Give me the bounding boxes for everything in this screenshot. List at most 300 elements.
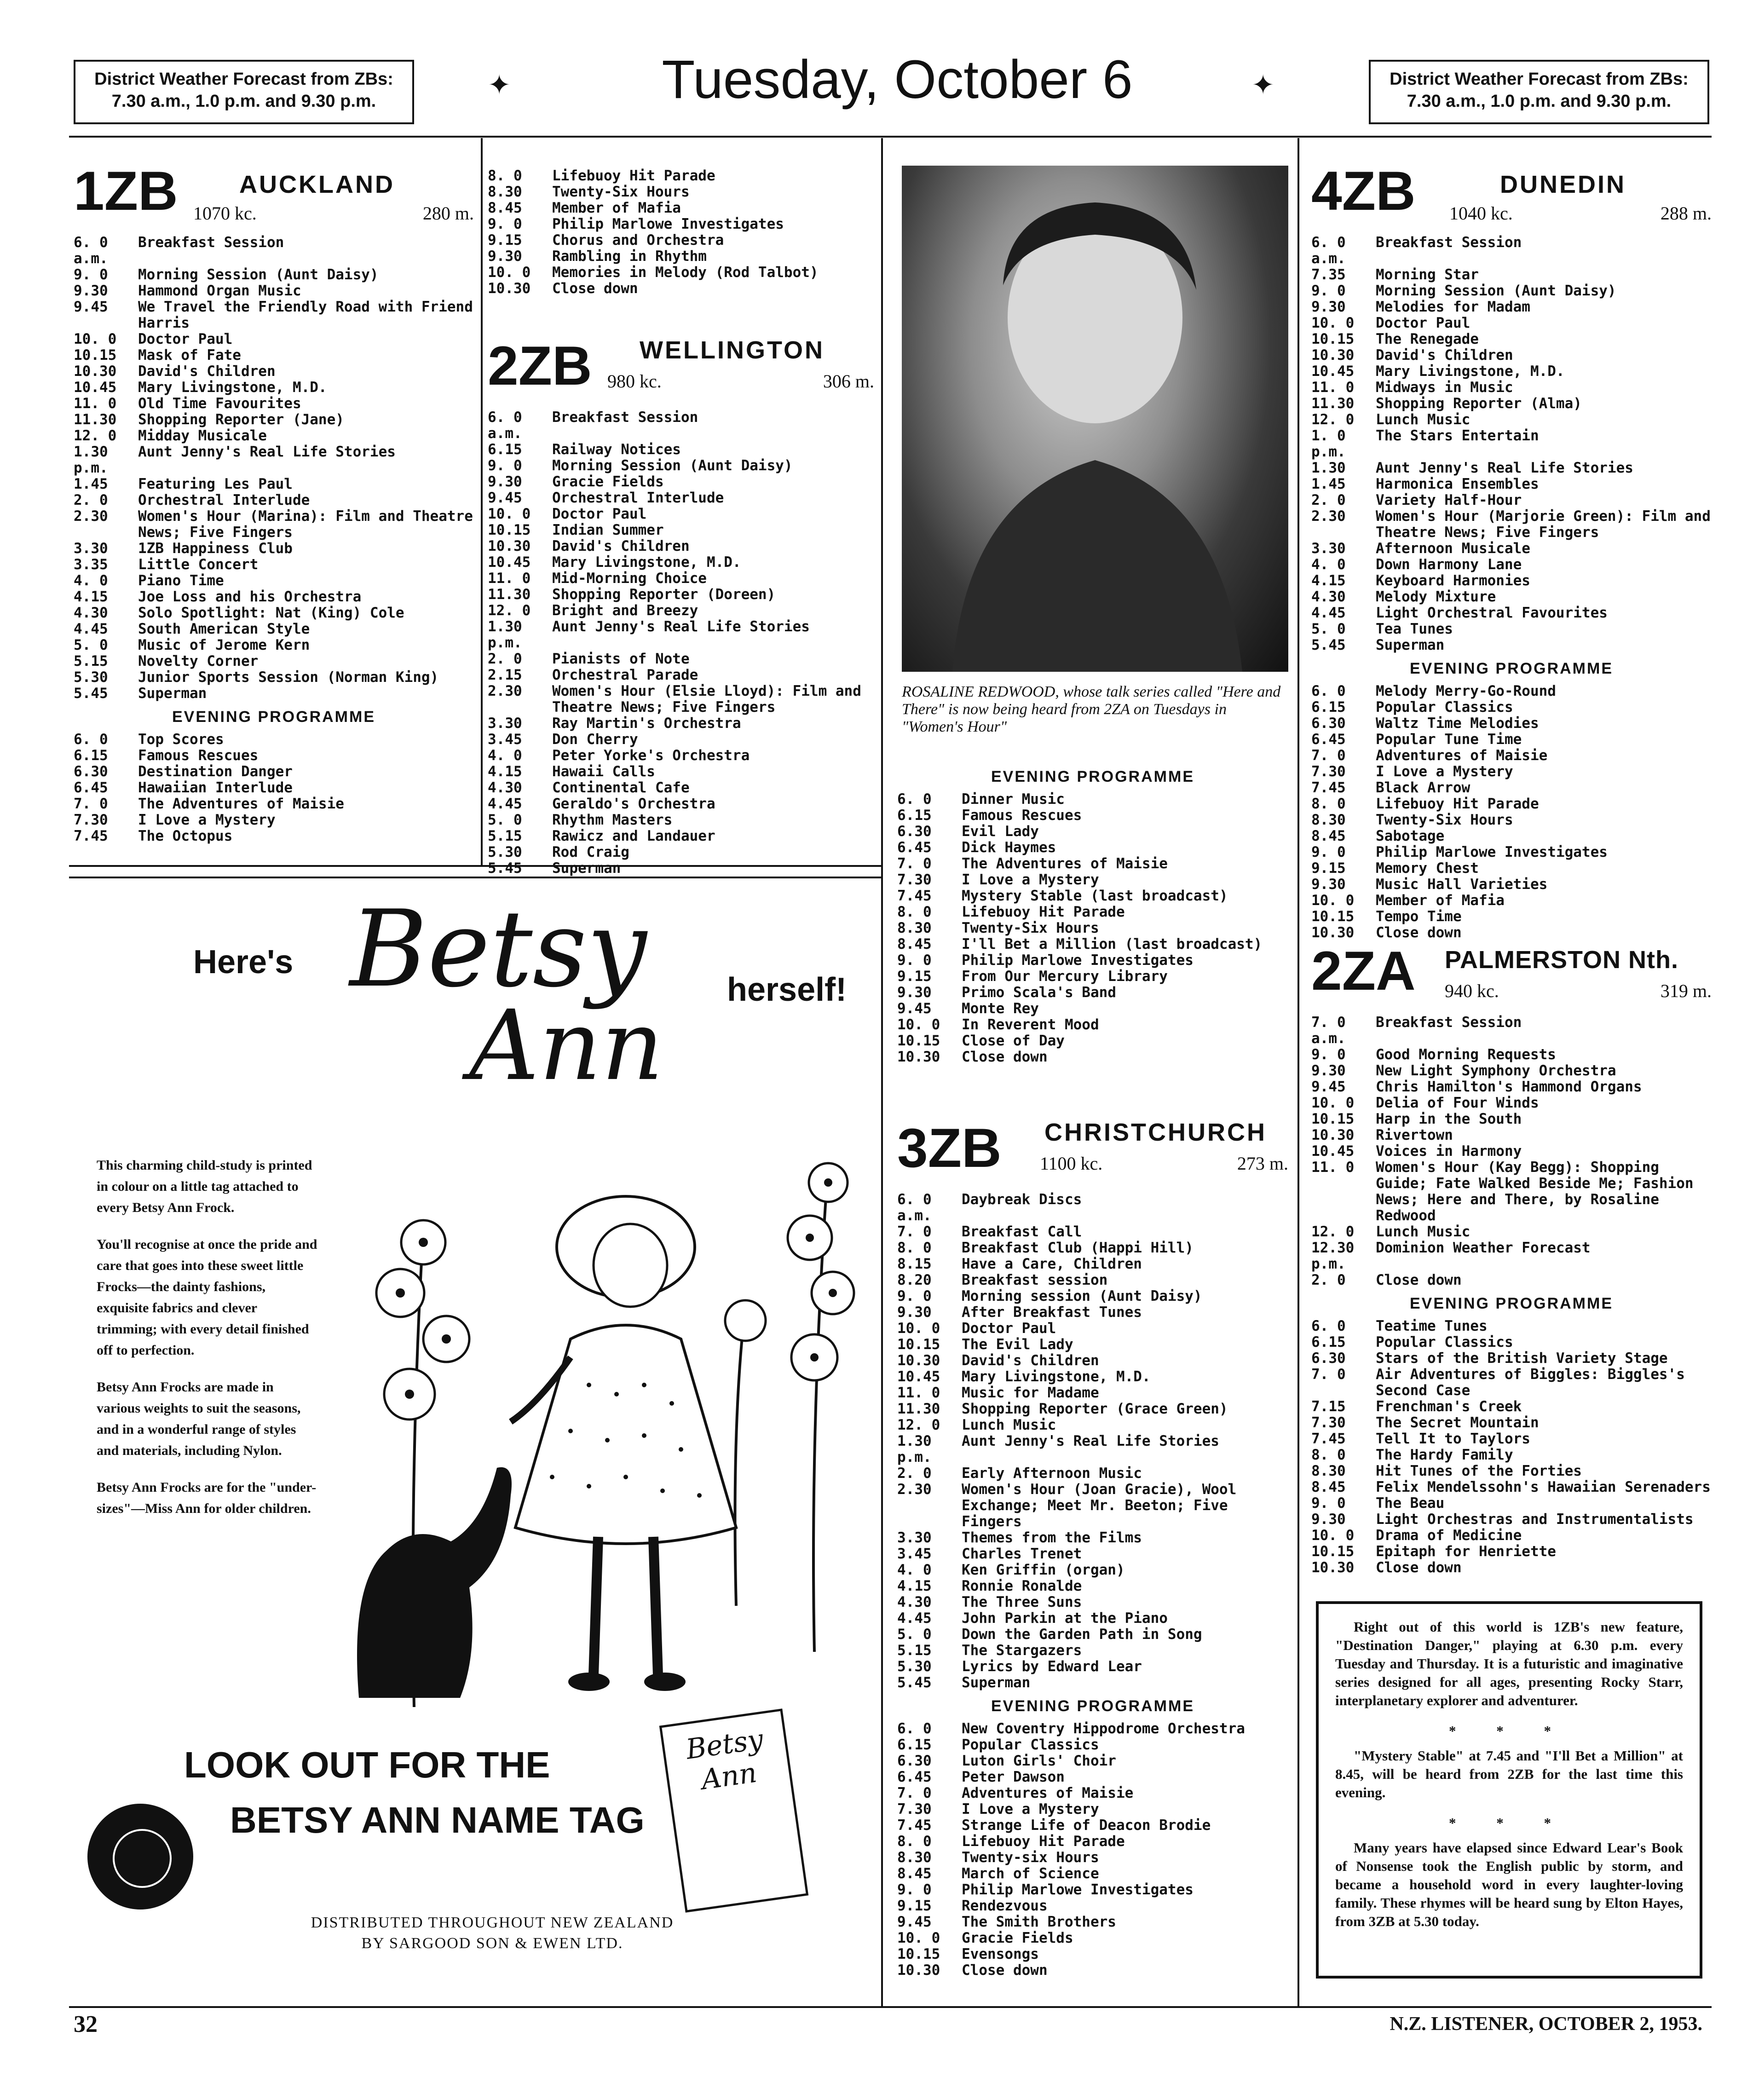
programme-name: Breakfast Session	[1376, 1014, 1522, 1031]
programme-name: Aunt Jenny's Real Life Stories	[962, 1433, 1219, 1449]
programme-time: 5.15	[488, 828, 522, 844]
programme-time: 7.35	[1311, 266, 1346, 283]
programme-time: 4.30	[1311, 588, 1346, 605]
programme-time: 9.15	[488, 232, 522, 248]
programme-time: 7.45	[1311, 1431, 1346, 1447]
programme-name: Midday Musicale	[138, 427, 267, 444]
programme-time: 8.20	[897, 1272, 932, 1288]
ad-paragraph-3: Betsy Ann Frocks are made in various weights to suit the seasons, and in a wonderful range of styles and materials, including Nylon.	[97, 1379, 301, 1458]
programme-name: I Love a Mystery	[1376, 763, 1513, 780]
programme-time: 1.30	[1311, 460, 1346, 476]
programme-item	[1311, 1431, 1712, 1447]
programme-name: Gracie Fields	[552, 473, 664, 490]
programme-item	[488, 232, 874, 248]
programme-time: 2.30	[897, 1481, 932, 1498]
diamond-icon: ✦	[1251, 69, 1275, 101]
programme-item	[897, 969, 1288, 985]
programme-name: Railway Notices	[552, 441, 681, 458]
programme-item	[74, 380, 474, 396]
programme-name: Sabotage	[1376, 828, 1445, 844]
programme-time: 7.30	[897, 1801, 932, 1817]
programme-name: Harmonica Ensembles	[1376, 476, 1539, 492]
programme-time: 12. 0	[488, 602, 531, 619]
programme-time: 6. 0	[897, 1720, 932, 1737]
programme-name: Music of Jerome Kern	[138, 637, 310, 653]
programme-item	[1311, 299, 1712, 315]
programme-name: Popular Classics	[1376, 1334, 1513, 1350]
programme-name: Close down	[962, 1049, 1048, 1065]
programme-time: 5.30	[74, 669, 108, 686]
programme-time: 10. 0	[74, 331, 117, 347]
programme-time: 7.45	[74, 828, 108, 844]
programme-item	[1311, 812, 1712, 828]
programme-name: The Stargazers	[962, 1642, 1082, 1659]
programme-name: Breakfast Session	[1376, 234, 1522, 251]
programme-item	[897, 1224, 1288, 1240]
programme-item	[897, 1304, 1288, 1321]
programme-item	[897, 824, 1288, 840]
programme-item	[74, 748, 474, 764]
programme-item	[74, 396, 474, 412]
station-wavelength: 319 m.	[1660, 981, 1712, 1001]
programme-item	[1311, 1495, 1712, 1512]
programme-item	[897, 1594, 1288, 1610]
programme-name: Stars of the British Variety Stage	[1376, 1350, 1668, 1367]
weather-box-right	[1369, 60, 1709, 124]
programme-name: Shopping Reporter (Doreen)	[552, 586, 776, 603]
programme-time: 6.45	[897, 1769, 932, 1785]
programme-name: Afternoon Musicale	[1376, 540, 1530, 557]
column-rule-3	[1297, 138, 1299, 2006]
programme-time: 2. 0	[1311, 492, 1346, 508]
programme-item	[897, 1369, 1288, 1385]
programme-time: 9.15	[1311, 860, 1346, 877]
programme-item	[897, 1834, 1288, 1850]
programme-item	[897, 1643, 1288, 1659]
programme-item	[897, 856, 1288, 872]
programme-item	[1311, 1079, 1712, 1095]
programme-item	[897, 1801, 1288, 1817]
programme-time: 6.45	[1311, 731, 1346, 748]
programme-name: Frenchman's Creek	[1376, 1398, 1522, 1415]
programme-item	[488, 764, 874, 780]
programme-item	[897, 1578, 1288, 1594]
programme-item	[74, 283, 474, 299]
programme-item	[488, 860, 874, 877]
programme-item	[74, 444, 474, 476]
programme-time: 9. 0	[897, 1881, 932, 1898]
programme-time: 6. 0	[1311, 1318, 1346, 1334]
programme-time: 6.45	[74, 779, 108, 796]
programme-time: 7. 0	[1311, 747, 1346, 764]
programme-time: 2. 0	[897, 1465, 932, 1482]
programme-name: The Adventures of Maisie	[138, 796, 344, 812]
programme-time: 10. 0	[1311, 1095, 1355, 1111]
programme-time: 3.30	[488, 715, 522, 732]
programme-item	[74, 299, 474, 331]
weather-box-left	[74, 60, 414, 124]
programme-name: Member of Mafia	[1376, 892, 1505, 909]
programme-name: Shopping Reporter (Grace Green)	[962, 1401, 1228, 1417]
programme-name: Junior Sports Session (Norman King)	[138, 669, 439, 686]
station-call-sign: 1ZB	[74, 160, 178, 222]
programme-time: 5.45	[74, 685, 108, 702]
programme-item	[897, 1785, 1288, 1801]
programme-item	[897, 1401, 1288, 1417]
programme-time: 9.30	[488, 248, 522, 265]
programme-item	[1311, 1160, 1712, 1224]
programme-name: The Octopus	[138, 828, 233, 844]
programme-name: Melodies for Madam	[1376, 299, 1530, 315]
programme-name: David's Children	[552, 538, 690, 554]
programme-time: 8.45	[897, 936, 932, 952]
programme-time: 8.30	[897, 1849, 932, 1866]
programme-name: Pianists of Note	[552, 651, 690, 667]
programme-item	[897, 904, 1288, 920]
programme-name: Air Adventures of Biggles: Biggles's Second Case	[1376, 1366, 1685, 1399]
programme-item	[1311, 828, 1712, 844]
programme-time: 7. 0	[897, 855, 932, 872]
programme-name: Famous Rescues	[138, 747, 259, 764]
programme-name: Women's Hour (Marina): Film and Theatre News; Five Fingers	[138, 508, 473, 541]
programme-time: 5. 0	[1311, 621, 1346, 637]
column-rule-1	[481, 138, 483, 865]
betsy-ann-ad	[74, 879, 874, 2002]
programme-item	[1311, 541, 1712, 557]
programme-name: Ronnie Ronalde	[962, 1578, 1082, 1594]
evening-schedule	[897, 1721, 1288, 1979]
ad-body-text	[97, 1155, 317, 1535]
programme-name: Peter Yorke's Orchestra	[552, 747, 750, 764]
programme-name: Twenty-Six Hours	[552, 184, 690, 200]
programme-name: Melody Mixture	[1376, 588, 1496, 605]
programme-time: 9.30	[1311, 1062, 1346, 1079]
programme-time: 11. 0	[1311, 1159, 1355, 1176]
programme-name: Harp in the South	[1376, 1111, 1522, 1127]
programme-time: 10. 0	[488, 264, 531, 281]
station-call-sign: 3ZB	[897, 1117, 1002, 1179]
programme-time: 10.30	[897, 1049, 940, 1065]
programme-time: 7.45	[897, 1817, 932, 1834]
programme-name: Charles Trenet	[962, 1546, 1082, 1562]
programme-time: 2.30	[1311, 508, 1346, 525]
station-wavelength: 273 m.	[1237, 1153, 1288, 1174]
programme-time: 8. 0	[1311, 1447, 1346, 1463]
programme-item	[897, 1033, 1288, 1049]
programme-time: 7. 0 a.m.	[1311, 1014, 1346, 1047]
programme-time: 8.45	[1311, 1479, 1346, 1495]
programme-time: 6. 0	[74, 731, 108, 748]
programme-item	[897, 1482, 1288, 1530]
programme-time: 10.45	[1311, 363, 1355, 380]
programme-item	[897, 791, 1288, 808]
programme-item	[1311, 573, 1712, 589]
programme-name: Down the Garden Path in Song	[962, 1626, 1202, 1643]
programme-name: Philip Marlowe Investigates	[962, 1881, 1194, 1898]
programme-item	[897, 1930, 1288, 1946]
programme-item	[1311, 1095, 1712, 1111]
programme-item	[488, 619, 874, 651]
programme-name: We Travel the Friendly Road with Friend Harris	[138, 299, 473, 331]
programme-name: Evil Lady	[962, 823, 1039, 840]
programme-item	[897, 1417, 1288, 1433]
programme-name: Ray Martin's Orchestra	[552, 715, 741, 732]
programme-item	[897, 1530, 1288, 1546]
programme-name: Rambling in Rhythm	[552, 248, 707, 265]
evening-schedule-continued	[488, 168, 874, 297]
programme-item	[488, 732, 874, 748]
programme-item	[1311, 1272, 1712, 1288]
programme-time: 10.15	[1311, 1111, 1355, 1127]
programme-time: 8.30	[488, 184, 522, 200]
station-wavelength: 288 m.	[1660, 203, 1712, 224]
programme-time: 9.45	[488, 490, 522, 506]
programme-time: 2. 0	[1311, 1272, 1346, 1288]
programme-item	[488, 200, 874, 216]
station-frequency: 1070 kc.	[193, 203, 257, 224]
programme-time: 9.30	[1311, 1511, 1346, 1528]
programme-name: Doctor Paul	[962, 1320, 1056, 1337]
programme-time: 9.30	[488, 473, 522, 490]
programme-name: Top Scores	[138, 731, 224, 748]
programme-time: 10. 0	[488, 506, 531, 522]
ad-heres: Here's	[193, 944, 294, 981]
programme-item	[1311, 315, 1712, 331]
programme-name: Lunch Music	[1376, 411, 1470, 428]
programme-time: 7.15	[1311, 1398, 1346, 1415]
programme-name: Close down	[1376, 1272, 1462, 1288]
programme-name: Women's Hour (Joan Gracie), Wool Exchange; Meet Mr. Beeton; Five Fingers	[962, 1481, 1237, 1530]
programme-name: I Love a Mystery	[138, 812, 276, 828]
programme-item	[1311, 1528, 1712, 1544]
day-schedule	[1311, 235, 1712, 653]
programme-time: 9.30	[74, 283, 108, 299]
programme-item	[1311, 235, 1712, 267]
programme-name: Music Hall Varieties	[1376, 876, 1548, 893]
programme-name: Delia of Four Winds	[1376, 1095, 1539, 1111]
programme-item	[897, 1659, 1288, 1675]
programme-time: 4. 0	[1311, 556, 1346, 573]
programme-time: 6.30	[1311, 1350, 1346, 1367]
programme-item	[1311, 589, 1712, 605]
station-city: DUNEDIN	[1500, 171, 1626, 198]
programme-time: 4.15	[488, 763, 522, 780]
programme-name: Doctor Paul	[1376, 315, 1470, 331]
station-3zb	[897, 1113, 1288, 1979]
station-city: PALMERSTON Nth.	[1445, 946, 1678, 974]
programme-time: 2.15	[488, 667, 522, 683]
programme-item	[74, 637, 474, 653]
news-separator: * * *	[1449, 1815, 1569, 1831]
programme-time: 5.15	[897, 1642, 932, 1659]
programme-time: 10.15	[897, 1033, 940, 1049]
programme-time: 11.30	[1311, 395, 1355, 412]
programme-name: Lifebuoy Hit Parade	[552, 167, 715, 184]
programme-time: 10.45	[488, 554, 531, 571]
programme-time: 1.30 p.m.	[74, 444, 108, 476]
programme-item	[488, 474, 874, 490]
programme-time: 10.15	[1311, 908, 1355, 925]
programme-time: 9.30	[897, 984, 932, 1001]
programme-item	[897, 936, 1288, 952]
programme-time: 8.30	[1311, 1463, 1346, 1479]
programme-name: Early Afternoon Music	[962, 1465, 1142, 1482]
programme-item	[488, 216, 874, 232]
programme-item	[1311, 909, 1712, 925]
photo-caption: ROSALINE REDWOOD, whose talk series called "Here and There" is now being heard from 2ZA on Tuesdays in "Women's Hour"	[902, 683, 1281, 735]
programme-time: 1. 0 p.m.	[1311, 427, 1346, 460]
programme-name: Monte Rey	[962, 1000, 1039, 1017]
programme-item	[74, 235, 474, 267]
programme-time: 6. 0 a.m.	[488, 409, 522, 442]
programme-time: 8. 0	[1311, 796, 1346, 812]
programme-item	[488, 458, 874, 474]
programme-item	[1311, 1479, 1712, 1495]
weather-left-line1: District Weather Forecast from ZBs:	[94, 69, 393, 89]
programme-time: 7.45	[1311, 779, 1346, 796]
programme-name: Mary Livingstone, M.D.	[1376, 363, 1565, 380]
programme-name: Superman	[552, 860, 621, 877]
programme-name: Tell It to Taylors	[1376, 1431, 1530, 1447]
programme-item	[897, 1240, 1288, 1256]
programme-time: 10.15	[897, 1336, 940, 1353]
ad-paragraph-1: This charming child-study is printed in colour on a little tag attached to every Betsy Ann Frock.	[97, 1158, 312, 1215]
programme-time: 9. 0	[74, 266, 108, 283]
programme-name: Joe Loss and his Orchestra	[138, 588, 362, 605]
programme-time: 6. 0 a.m.	[897, 1191, 932, 1224]
programme-time: 7.30	[897, 871, 932, 888]
programme-time: 5. 0	[897, 1626, 932, 1643]
programme-item	[1311, 1560, 1712, 1576]
evening-heading: EVENING PROGRAMME	[1409, 660, 1614, 677]
programme-name: Doctor Paul	[552, 506, 647, 522]
day-schedule	[897, 1192, 1288, 1691]
programme-item	[1311, 732, 1712, 748]
programme-time: 6.15	[488, 441, 522, 458]
programme-name: Popular Tune Time	[1376, 731, 1522, 748]
programme-time: 10.30	[488, 538, 531, 554]
programme-item	[897, 1546, 1288, 1562]
programme-time: 6. 0 a.m.	[1311, 234, 1346, 267]
programme-item	[488, 571, 874, 587]
programme-name: New Coventry Hippodrome Orchestra	[962, 1720, 1245, 1737]
programme-item	[488, 410, 874, 442]
programme-name: Dick Haymes	[962, 839, 1056, 856]
programme-item	[488, 812, 874, 828]
station-2za	[1311, 936, 1712, 1576]
programme-time: 6.30	[897, 823, 932, 840]
programme-time: 4. 0	[897, 1562, 932, 1578]
programme-item	[488, 168, 874, 184]
programme-item	[74, 557, 474, 573]
programme-item	[897, 1721, 1288, 1737]
programme-name: Gracie Fields	[962, 1930, 1073, 1946]
programme-item	[897, 1433, 1288, 1465]
programme-time: 9.30	[1311, 299, 1346, 315]
programme-item	[1311, 1224, 1712, 1240]
programme-name: Destination Danger	[138, 763, 293, 780]
programme-item	[74, 347, 474, 363]
programme-item	[488, 780, 874, 796]
programme-name: Breakfast Session	[138, 234, 284, 251]
programme-item	[1311, 699, 1712, 715]
programme-item	[1311, 877, 1712, 893]
programme-name: Peter Dawson	[962, 1769, 1065, 1785]
programme-time: 12. 0	[1311, 411, 1355, 428]
programme-time: 10.15	[1311, 331, 1355, 347]
programme-name: New Light Symphony Orchestra	[1376, 1062, 1616, 1079]
programme-name: Light Orchestral Favourites	[1376, 605, 1608, 621]
programme-item	[1311, 1350, 1712, 1367]
portrait-photo	[902, 166, 1288, 672]
programme-time: 10.30	[897, 1962, 940, 1979]
programme-name: Primo Scala's Band	[962, 984, 1116, 1001]
programme-item	[488, 538, 874, 554]
programme-name: Twenty-six Hours	[962, 1849, 1099, 1866]
programme-time: 5.45	[1311, 637, 1346, 653]
programme-time: 10. 0	[1311, 315, 1355, 331]
programme-item	[488, 603, 874, 619]
programme-item	[897, 1465, 1288, 1482]
news-paragraph-1: Right out of this world is 1ZB's new feature, "Destination Danger," playing at 6.30 p.m. every Tuesday and Thursday. It is a futuristic and imaginative series designed for all ages, presenting Rocky Starr, interplanetary explorer and adventurer.	[1335, 1619, 1683, 1708]
programme-name: Close down	[552, 280, 638, 297]
programme-name: Lunch Music	[962, 1417, 1056, 1433]
programme-name: David's Children	[138, 363, 276, 380]
ad-herself: herself!	[727, 971, 847, 1008]
programme-name: Superman	[1376, 637, 1445, 653]
programme-name: Melody Merry-Go-Round	[1376, 683, 1556, 699]
programme-item	[74, 589, 474, 605]
programme-item	[74, 412, 474, 428]
programme-name: Aunt Jenny's Real Life Stories	[1376, 460, 1633, 476]
programme-time: 9. 0	[488, 216, 522, 232]
programme-time: 8.30	[897, 920, 932, 936]
programme-time: 4.45	[74, 621, 108, 637]
programme-item	[897, 1256, 1288, 1272]
programme-item	[1311, 460, 1712, 476]
programme-time: 4.30	[897, 1594, 932, 1610]
day-schedule	[1311, 1015, 1712, 1288]
programme-name: South American Style	[138, 621, 310, 637]
programme-time: 10.15	[74, 347, 117, 363]
programme-time: 1.30 p.m.	[488, 618, 522, 651]
programme-item	[897, 1737, 1288, 1753]
programme-name: Bright and Breezy	[552, 602, 698, 619]
programme-time: 10.30	[74, 363, 117, 380]
programme-time: 3.30	[897, 1529, 932, 1546]
programme-time: 10. 0	[1311, 1527, 1355, 1544]
programme-time: 9.45	[897, 1914, 932, 1930]
day-schedule	[488, 410, 874, 877]
programme-name: Music for Madame	[962, 1385, 1099, 1401]
programme-time: 6. 0	[1311, 683, 1346, 699]
station-1zb-continued	[488, 168, 874, 297]
programme-item	[1311, 1047, 1712, 1063]
evening-schedule	[1311, 1318, 1712, 1576]
programme-name: The Secret Mountain	[1376, 1414, 1539, 1431]
page-number: 32	[74, 2011, 98, 2037]
programme-time: 10.30	[1311, 1559, 1355, 1576]
programme-name: Solo Spotlight: Nat (King) Cole	[138, 605, 404, 621]
programme-time: 2. 0	[74, 492, 108, 508]
programme-item	[1311, 893, 1712, 909]
programme-name: Philip Marlowe Investigates	[552, 216, 784, 232]
programme-name: Twenty-Six Hours	[1376, 812, 1513, 828]
programme-name: Dominion Weather Forecast	[1376, 1240, 1591, 1256]
programme-time: 9. 0	[1311, 844, 1346, 860]
programme-time: 10.45	[74, 379, 117, 396]
programme-name: Teatime Tunes	[1376, 1318, 1488, 1334]
